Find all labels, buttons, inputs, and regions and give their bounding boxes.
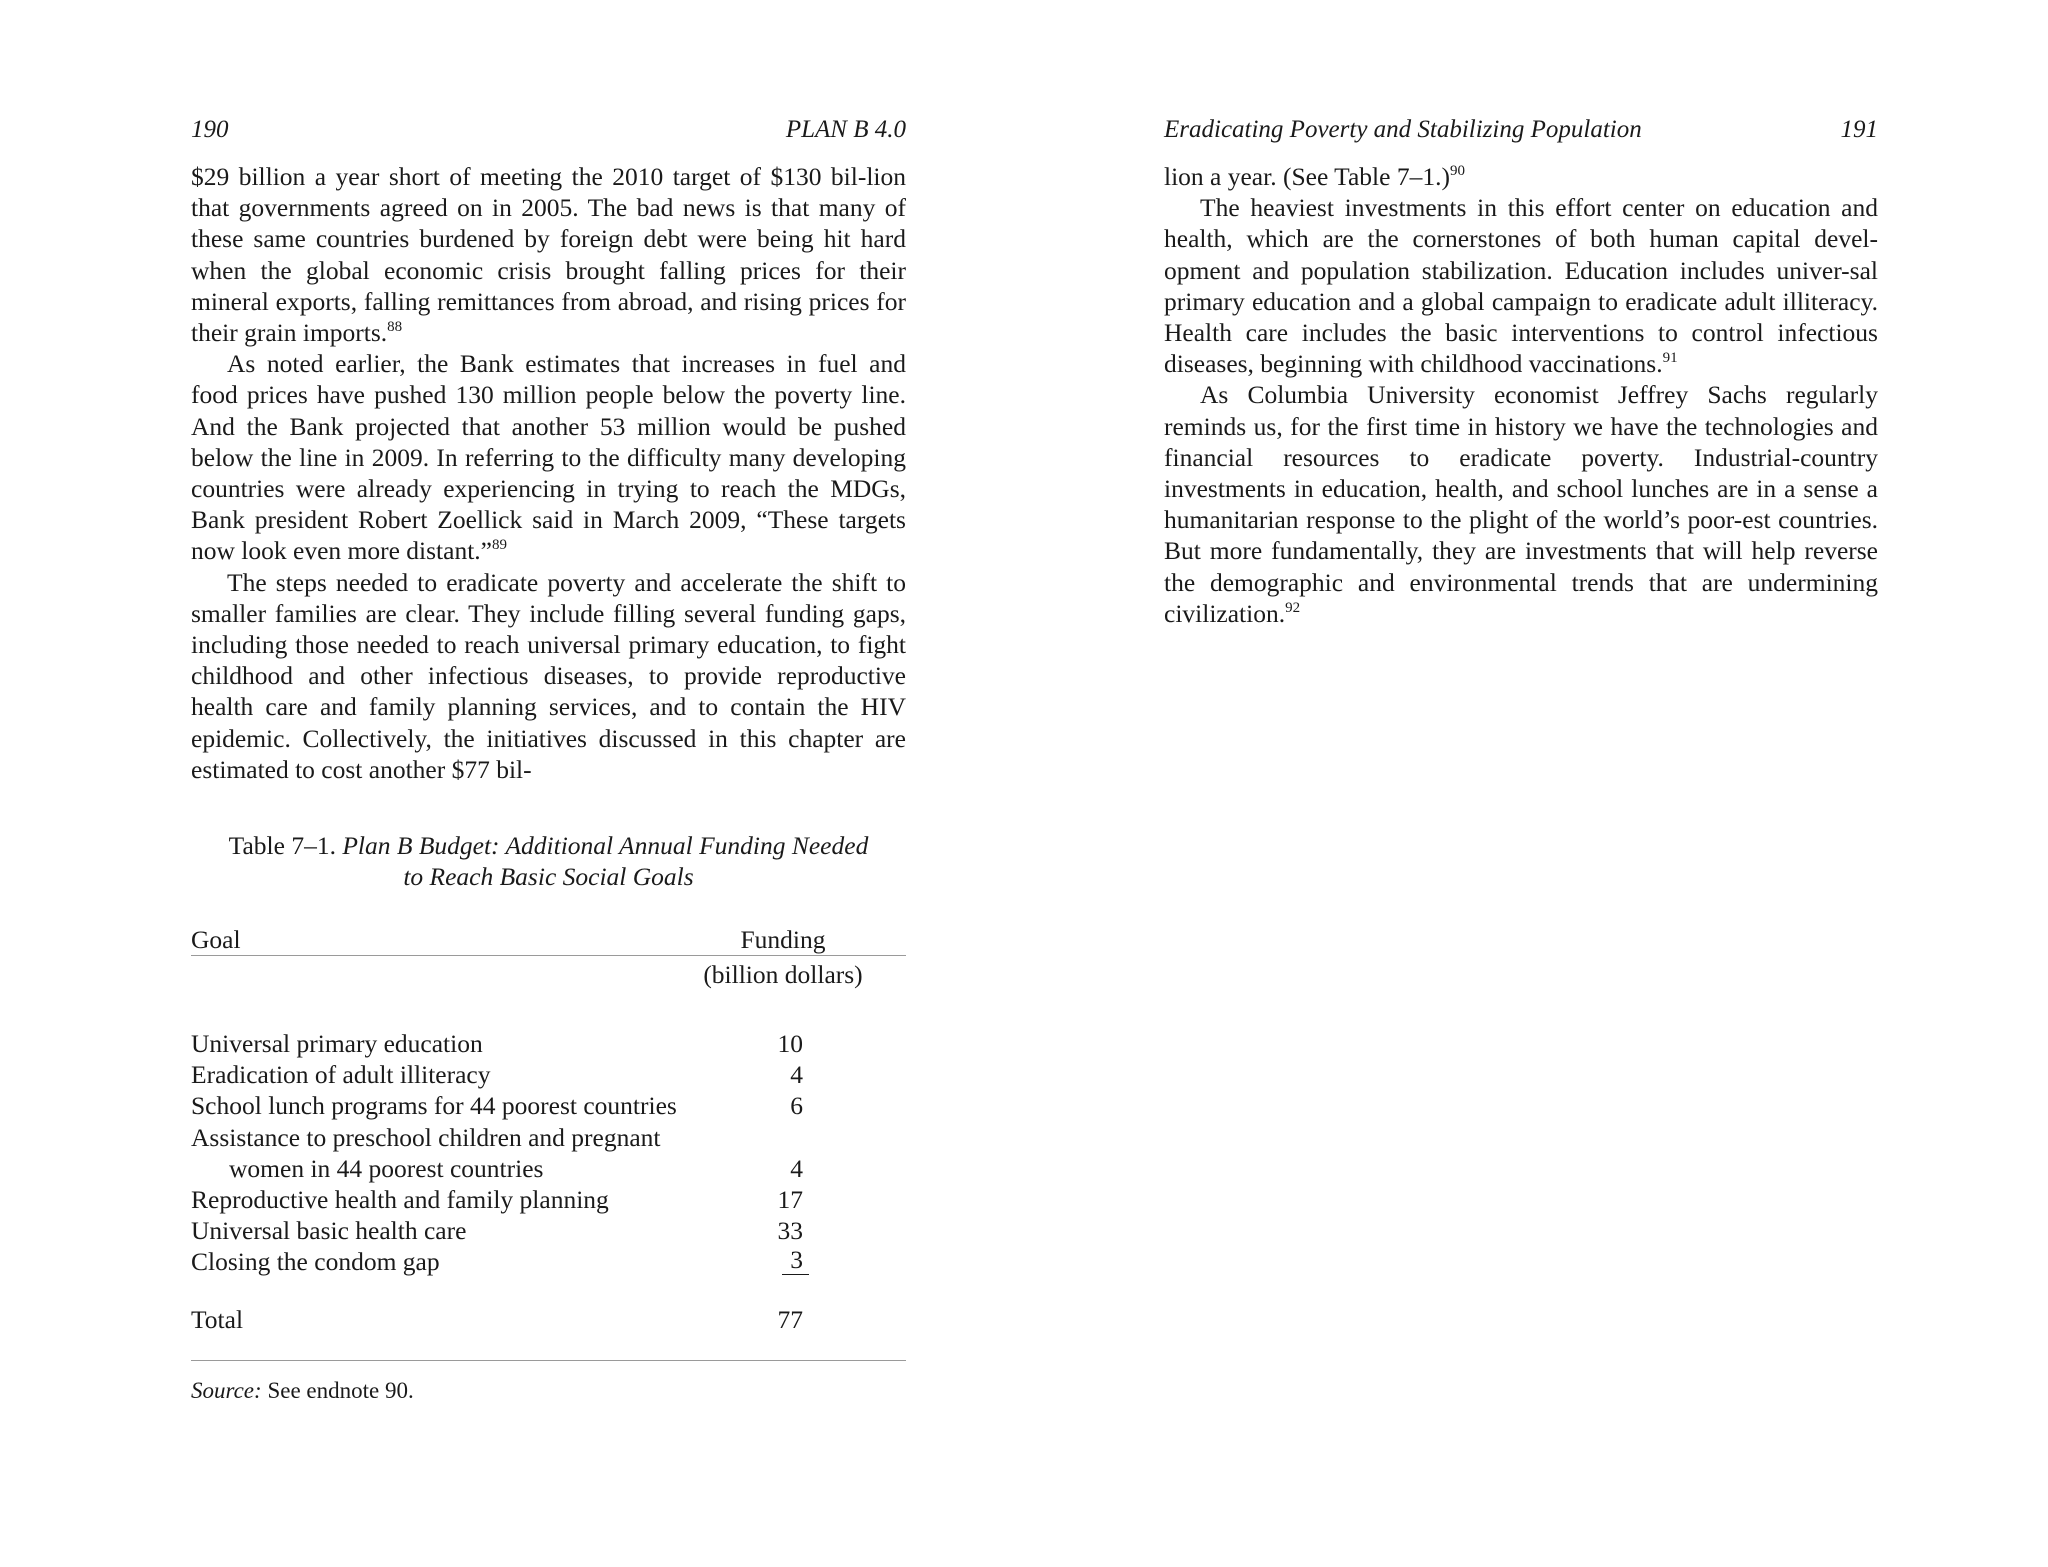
right-body-text (1164, 161, 1878, 629)
table-bottom-rule (191, 1360, 906, 1361)
paragraph-jeffrey-sachs: As Columbia University economist Jeffrey Sachs regularly reminds us, for the first time in history we have the technologies and financial resources to eradicate poverty. Industrial-country investments in education, health, and school lunches are in a sense a humanitarian response to the plight of the world’s poor-est countries. But more fundamentally, they are investments that will help reverse the demographic and environmental trends that are undermining civilization.$^{92}$ (1164, 380, 1878, 628)
table-row (191, 1028, 906, 1059)
source-text: See endnote 90. (261, 1378, 414, 1403)
endnote-ref-90[interactable]: 90 (1449, 163, 1465, 179)
row-value: 4 (790, 1060, 803, 1090)
row-goal: Eradication of adult illiteracy (191, 1060, 491, 1090)
right-running-head (1164, 114, 1878, 146)
row-goal: School lunch programs for 44 poorest countries (191, 1091, 677, 1121)
page-number-190: 190 (191, 116, 229, 143)
row-value: 33 (777, 1216, 803, 1246)
row-value-underlined: 3 (782, 1246, 809, 1275)
paragraph-continuation: lion a year. (See Table 7–1.)$^{90}$ (1164, 162, 1465, 191)
row-value: 4 (790, 1153, 803, 1183)
table-row (191, 1090, 906, 1121)
paragraph-heaviest-investments: The heaviest investments in this effort center on education and health, which are the cornerstones of both human capital devel-opment and population stabilization. Education includes univer-sal primary education and a global campaign to eradicate adult illiteracy. Health care includes the basic interventions to control infectious diseases, beginning with childhood vaccinations.$^{91}$ (1164, 193, 1878, 379)
row-value: 17 (777, 1184, 803, 1214)
table-total-row (191, 1304, 906, 1335)
paragraph-bank-estimates: As noted earlier, the Bank estimates that increases in fuel and food prices have pushed 130 million people below the poverty line. And the Bank projected that another 53 million would be pushed below the line in 2009. In referring to the difficulty many developing countries were already experiencing in trying to reach the MDGs, Bank president Robert Zoellick said in March 2009, “These targets now look even more distant.”$^{89}$ (191, 349, 906, 566)
table-row (191, 1153, 906, 1184)
funding-table (191, 924, 906, 1403)
table-units-row (191, 956, 906, 987)
table-header-row (191, 924, 906, 956)
table-row (191, 1059, 906, 1090)
table-caption (191, 830, 906, 892)
total-value: 77 (777, 1305, 803, 1334)
chapter-title-header: Eradicating Poverty and Stabilizing Population (1164, 116, 1642, 143)
left-body-text (191, 161, 906, 785)
column-header-funding: Funding (740, 925, 826, 954)
table-label: Table 7–1. (228, 831, 336, 860)
row-goal: Reproductive health and family planning (191, 1184, 609, 1214)
table-source-note (191, 1376, 414, 1406)
row-value: 10 (777, 1029, 803, 1058)
row-value: 6 (790, 1091, 803, 1121)
endnote-ref-88[interactable]: 88 (387, 319, 403, 336)
endnote-ref-91[interactable]: 91 (1662, 350, 1678, 367)
paragraph-continuation: $29 billion a year short of meeting the 2010 target of $130 bil-lion that governments agreed on in 2005. The bad news is that many of these same countries burdened by foreign debt were being hit hard when the global economic crisis brought falling prices for their mineral exports, falling remittances from abroad, and rising prices for their grain imports.$^{88}$ (191, 162, 906, 348)
row-goal-continued: women in 44 poorest countries (229, 1153, 544, 1183)
paragraph-steps-needed: The steps needed to eradicate poverty and accelerate the shift to smaller families are clear. They include filling several funding gaps, including those needed to reach universal primary education, to fight childhood and other infectious diseases, to provide reproductive health care and family planning services, and to contain the HIV epidemic. Collectively, the initiatives discussed in this chapter are estimated to cost another $77 bil- (191, 567, 906, 784)
table-caption-line1 (191, 830, 906, 861)
page-number-191: 191 (1840, 116, 1878, 143)
table-row (191, 1184, 906, 1215)
table-row (191, 1215, 906, 1246)
table-row (191, 1122, 906, 1153)
table-title-line2: to Reach Basic Social Goals (403, 862, 694, 891)
table-body (191, 1028, 906, 1278)
row-goal: Assistance to preschool children and pregnant (191, 1122, 661, 1152)
book-title-header: PLAN B 4.0 (785, 116, 906, 143)
row-goal: Universal primary education (191, 1029, 483, 1058)
endnote-ref-92[interactable]: 92 (1285, 599, 1301, 616)
column-header-goal: Goal (191, 925, 241, 954)
row-goal: Closing the condom gap (191, 1247, 440, 1277)
column-units: (billion dollars) (703, 960, 863, 989)
source-label: Source: (191, 1378, 262, 1403)
total-label: Total (191, 1305, 244, 1334)
table-row (191, 1246, 906, 1277)
left-running-head (191, 114, 906, 146)
table-title-line1: Plan B Budget: Additional Annual Funding Needed (342, 831, 869, 860)
endnote-ref-89[interactable]: 89 (491, 537, 507, 554)
row-goal: Universal basic health care (191, 1216, 467, 1246)
